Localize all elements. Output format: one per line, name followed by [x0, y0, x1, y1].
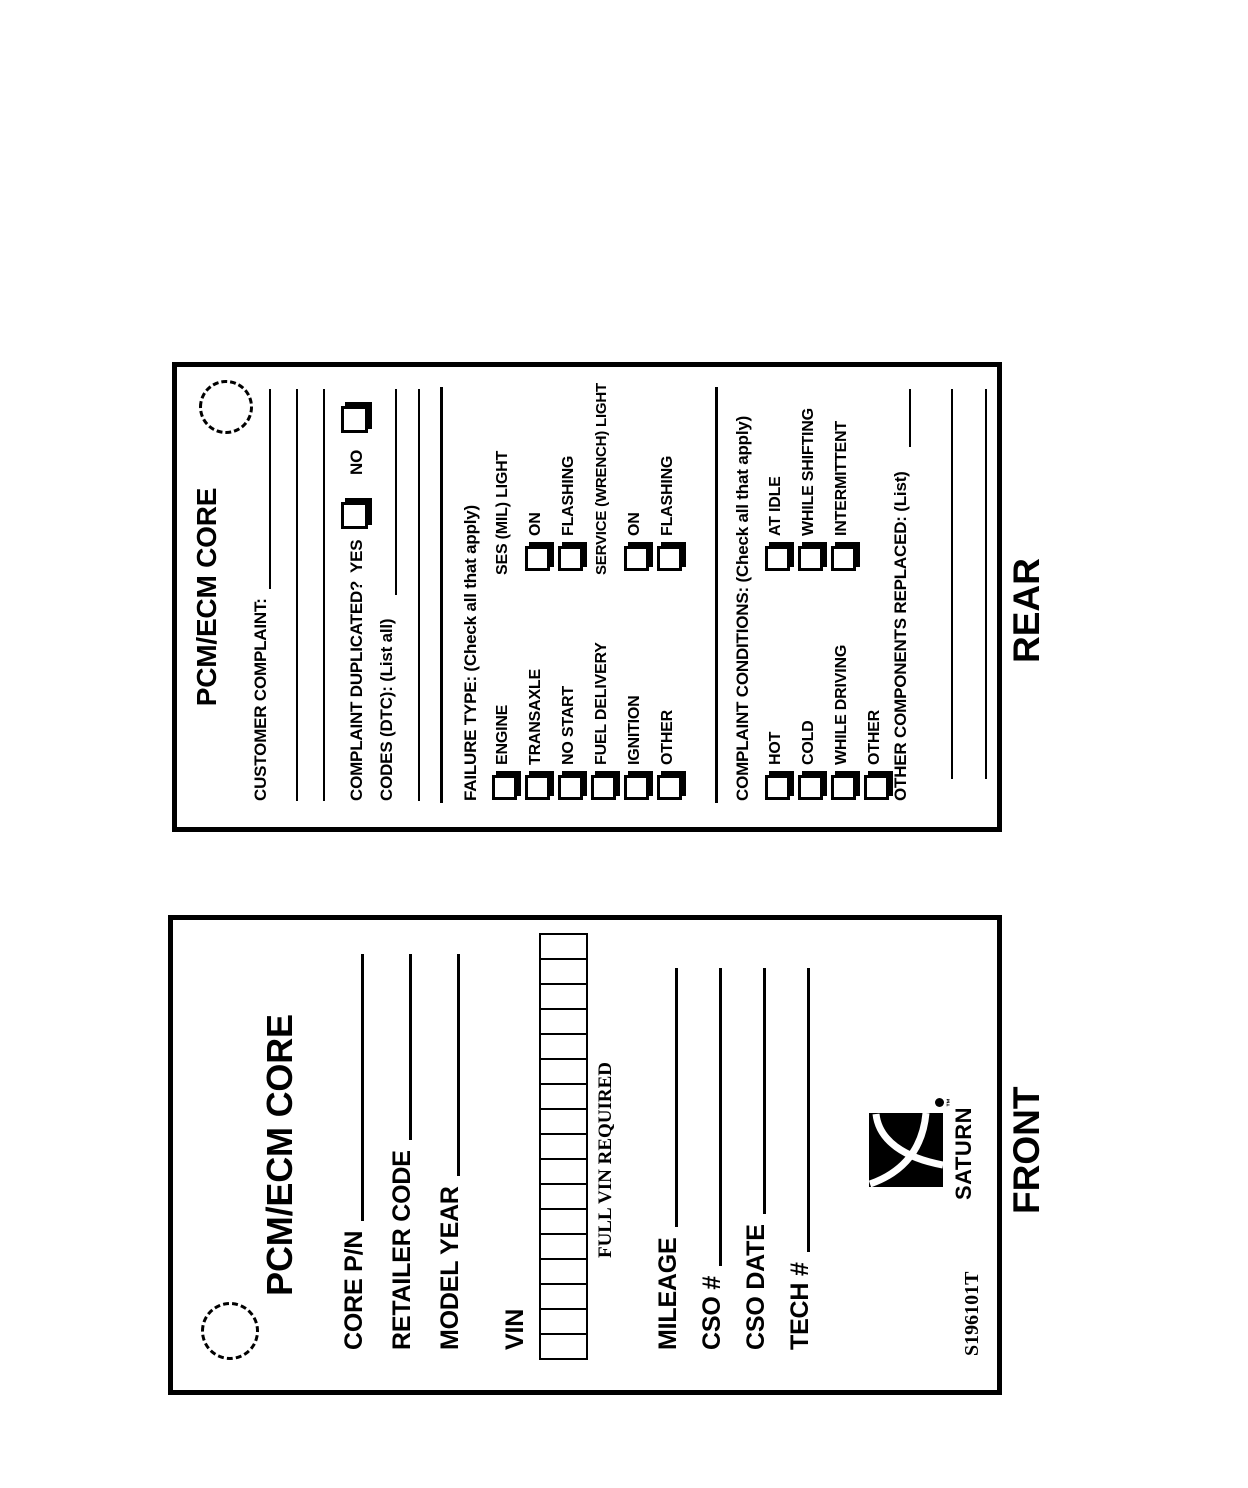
ignition-label: IGNITION [626, 695, 643, 765]
section-divider-2 [715, 387, 718, 803]
tech-number-line [807, 968, 810, 1252]
tech-number-field [779, 968, 815, 1350]
while-shifting-label: WHILE SHIFTING [800, 408, 817, 536]
rear-side-label-area [1006, 545, 1054, 663]
intermittent-checkbox [831, 546, 856, 571]
vin-character-box [539, 1058, 588, 1085]
saturn-brand-text: SATURN [951, 1106, 976, 1200]
no-start-label: NO START [560, 686, 577, 765]
failure-type-header: FAILURE TYPE: (Check all that apply) [461, 504, 480, 801]
vin-character-box [539, 1033, 588, 1060]
service-flashing-label: FLASHING [659, 455, 676, 536]
tech-number-label: TECH # [786, 1262, 814, 1350]
cold-label: COLD [800, 720, 817, 765]
model-year-line [457, 954, 460, 1176]
model-year-field [429, 954, 465, 1350]
cold-checkbox [798, 775, 823, 800]
vin-character-box [539, 1333, 588, 1360]
vin-character-box [539, 1183, 588, 1210]
front-card-area [168, 915, 1002, 1395]
vin-character-box [539, 1083, 588, 1110]
section-divider [440, 387, 443, 803]
model-year-label: MODEL YEAR [436, 1186, 464, 1350]
mileage-label: MILEAGE [654, 1237, 682, 1350]
customer-complaint-label: CUSTOMER COMPLAINT: [251, 598, 270, 801]
no-checkbox [341, 406, 368, 433]
form-code: S196101T [961, 1271, 983, 1356]
ses-mil-light-header: SES (MIL) LIGHT [494, 450, 511, 575]
intermittent-label: INTERMITTENT [833, 421, 850, 536]
while-shifting-checkbox [798, 546, 823, 571]
failure-other-checkbox [657, 775, 682, 800]
hot-checkbox [765, 775, 790, 800]
vin-character-box [539, 983, 588, 1010]
no-label: NO [347, 449, 366, 475]
other-components-line [909, 389, 911, 447]
complaint-duplicated-label: COMPLAINT DUPLICATED? [347, 580, 366, 801]
trademark-symbol: ™ [945, 1097, 955, 1107]
service-flashing-checkbox [657, 546, 682, 571]
customer-complaint-line-3 [323, 389, 325, 801]
retailer-code-field [381, 954, 417, 1350]
cso-number-line [719, 968, 722, 1266]
vin-character-box [539, 1233, 588, 1260]
saturn-logo-icon [869, 1113, 943, 1187]
core-pn-field [333, 954, 369, 1350]
vin-character-box [539, 1108, 588, 1135]
fuel-delivery-checkbox [591, 775, 616, 800]
transaxle-label: TRANSAXLE [527, 669, 544, 765]
engine-checkbox [492, 775, 517, 800]
full-vin-required-note: FULL VIN REQUIRED [595, 1061, 616, 1259]
retailer-code-line [409, 954, 412, 1140]
complaint-conditions-header: COMPLAINT CONDITIONS: (Check all that apply) [733, 415, 752, 801]
front-side-label-area [1006, 1078, 1054, 1214]
transaxle-checkbox [525, 775, 550, 800]
while-driving-checkbox [831, 775, 856, 800]
service-on-label: ON [626, 512, 643, 536]
no-start-checkbox [558, 775, 583, 800]
engine-label: ENGINE [494, 704, 511, 765]
mileage-line [675, 968, 678, 1228]
vin-character-box [539, 1208, 588, 1235]
conditions-other-checkbox [864, 775, 889, 800]
rear-card-area [172, 362, 1002, 832]
vin-character-box [539, 1008, 588, 1035]
vin-character-box [539, 1308, 588, 1335]
cso-date-field [735, 968, 771, 1350]
punch-hole-circle-front [201, 1302, 259, 1360]
core-pn-label: CORE P/N [340, 1230, 368, 1350]
fuel-delivery-label: FUEL DELIVERY [593, 642, 610, 765]
cso-date-label: CSO DATE [742, 1224, 770, 1350]
service-on-checkbox [624, 546, 649, 571]
cso-number-label: CSO # [698, 1275, 726, 1350]
cso-date-line [763, 968, 766, 1214]
other-components-line-3 [985, 389, 987, 779]
while-driving-label: WHILE DRIVING [833, 644, 850, 765]
vin-label: VIN [501, 1308, 529, 1350]
other-components-line-2 [951, 389, 953, 779]
codes-line [395, 389, 397, 595]
conditions-other-label: OTHER [866, 709, 883, 765]
customer-complaint-line-2 [296, 389, 298, 801]
front-side-label: FRONT [1006, 1086, 1047, 1214]
vin-character-box [539, 1133, 588, 1160]
rear-card [172, 362, 1002, 832]
at-idle-checkbox [765, 546, 790, 571]
saturn-wordmark [945, 1097, 977, 1200]
failure-other-label: OTHER [659, 709, 676, 765]
customer-complaint-line [269, 389, 271, 589]
core-pn-line [361, 954, 364, 1221]
front-card-title: PCM/ECM CORE [259, 1014, 300, 1296]
retailer-code-label: RETAILER CODE [388, 1150, 416, 1350]
yes-label: YES [347, 539, 366, 573]
vin-boxes [539, 935, 588, 1360]
other-components-label: OTHER COMPONENTS REPLACED: (List) [891, 471, 910, 801]
ses-on-checkbox [525, 546, 550, 571]
mileage-field [647, 968, 683, 1350]
codes-line-2 [418, 389, 420, 801]
vin-character-box [539, 1258, 588, 1285]
cso-number-field [691, 968, 727, 1350]
service-wrench-light-header: SERVICE (WRENCH) LIGHT [593, 383, 610, 575]
vin-character-box [539, 1283, 588, 1310]
hot-label: HOT [767, 731, 784, 765]
front-card [168, 915, 1002, 1395]
codes-label: CODES (DTC): (List all) [377, 618, 396, 801]
ses-on-label: ON [527, 512, 544, 536]
yes-checkbox [341, 502, 368, 529]
ses-flashing-checkbox [558, 546, 583, 571]
vin-character-box [539, 933, 588, 960]
rear-card-title: PCM/ECM CORE [191, 487, 222, 707]
saturn-logo-registered-dot [935, 1098, 944, 1107]
at-idle-label: AT IDLE [767, 476, 784, 536]
rear-side-label: REAR [1006, 558, 1047, 663]
ignition-checkbox [624, 775, 649, 800]
ses-flashing-label: FLASHING [560, 455, 577, 536]
vin-character-box [539, 1158, 588, 1185]
vin-character-box [539, 958, 588, 985]
